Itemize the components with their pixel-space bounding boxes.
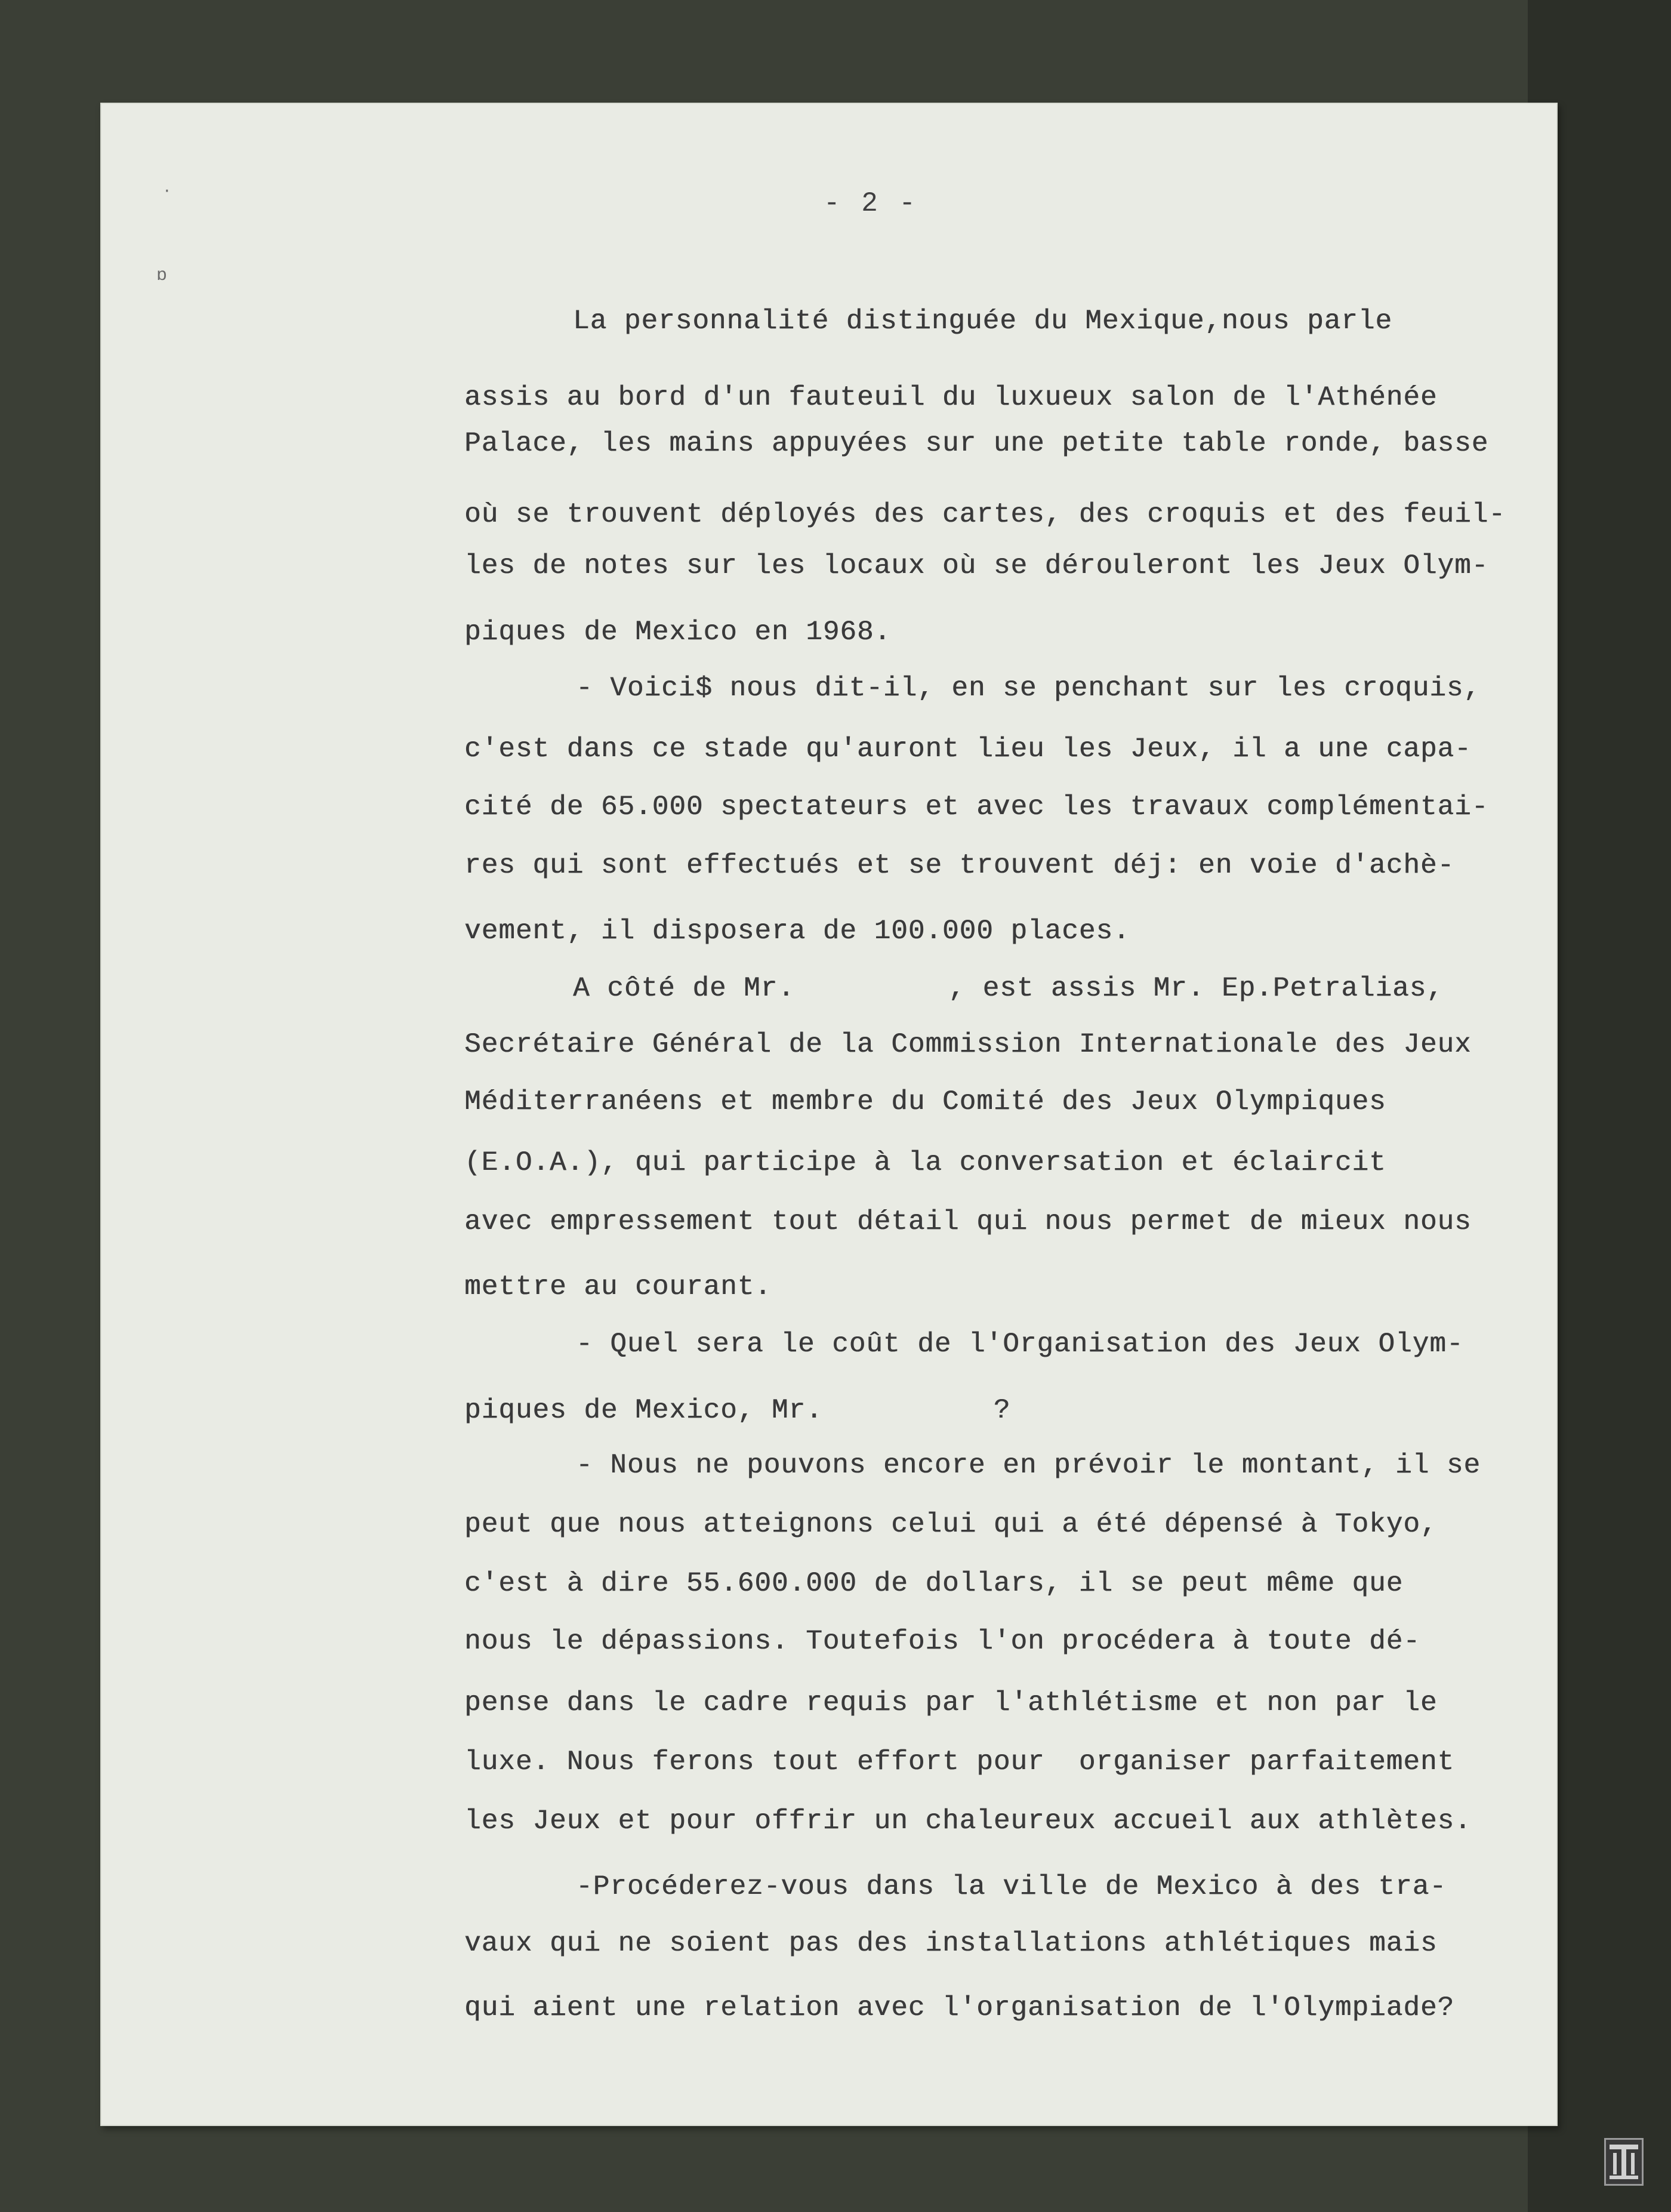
text-line: où se trouvent déployés des cartes, des croquis et des feuil- <box>464 499 1506 530</box>
text-line: luxe. Nous ferons tout effort pour organiser parfaitement <box>464 1746 1455 1777</box>
text-line: -Procéderez-vous dans la ville de Mexico à des tra- <box>576 1871 1447 1902</box>
text-line: vement, il disposera de 100.000 places. <box>464 916 1130 947</box>
text-line: nous le dépassions. Toutefois l'on procédera à toute dé- <box>464 1626 1420 1657</box>
text-line: A côté de Mr. , est assis Mr. Ep.Petralias, <box>573 973 1444 1004</box>
page-number: - 2 - <box>824 188 918 219</box>
text-line: Palace, les mains appuyées sur une petite table ronde, basse <box>464 428 1489 459</box>
text-line: vaux qui ne soient pas des installations athlétiques mais <box>464 1928 1438 1959</box>
text-line: c'est dans ce stade qu'auront lieu les Jeux, il a une capa- <box>464 734 1472 765</box>
text-line: piques de Mexico en 1968. <box>464 617 892 648</box>
text-line: - Quel sera le coût de l'Organisation des Jeux Olym- <box>576 1329 1464 1360</box>
margin-mark: · <box>162 182 172 200</box>
text-line: La personnalité distinguée du Mexique,nous parle <box>573 306 1393 337</box>
text-line: piques de Mexico, Mr. ? <box>464 1395 1011 1426</box>
archive-logo-icon <box>1604 2138 1644 2186</box>
margin-mark: ɒ <box>156 266 168 286</box>
text-line: res qui sont effectués et se trouvent déj: en voie d'achè- <box>464 850 1455 881</box>
text-line: assis au bord d'un fauteuil du luxueux salon de l'Athénée <box>464 382 1438 413</box>
text-line: mettre au courant. <box>464 1271 772 1302</box>
text-line: cité de 65.000 spectateurs et avec les travaux complémentai- <box>464 791 1489 822</box>
text-line: qui aient une relation avec l'organisation de l'Olympiade? <box>464 1992 1455 2023</box>
text-line: (E.O.A.), qui participe à la conversation et éclaircit <box>464 1147 1386 1178</box>
text-line: Méditerranéens et membre du Comité des Jeux Olympiques <box>464 1086 1386 1117</box>
text-line: pense dans le cadre requis par l'athlétisme et non par le <box>464 1687 1438 1718</box>
text-line: - Voici$ nous dit-il, en se penchant sur les croquis, <box>576 673 1481 704</box>
text-line: les Jeux et pour offrir un chaleureux accueil aux athlètes. <box>464 1806 1472 1837</box>
text-line: Secrétaire Général de la Commission Internationale des Jeux <box>464 1029 1472 1060</box>
text-line: peut que nous atteignons celui qui a été dépensé à Tokyo, <box>464 1509 1438 1540</box>
text-line: - Nous ne pouvons encore en prévoir le montant, il se <box>576 1450 1481 1481</box>
text-line: les de notes sur les locaux où se dérouleront les Jeux Olym- <box>464 550 1489 581</box>
text-line: avec empressement tout détail qui nous permet de mieux nous <box>464 1206 1472 1237</box>
text-line: c'est à dire 55.600.000 de dollars, il se peut même que <box>464 1568 1404 1599</box>
